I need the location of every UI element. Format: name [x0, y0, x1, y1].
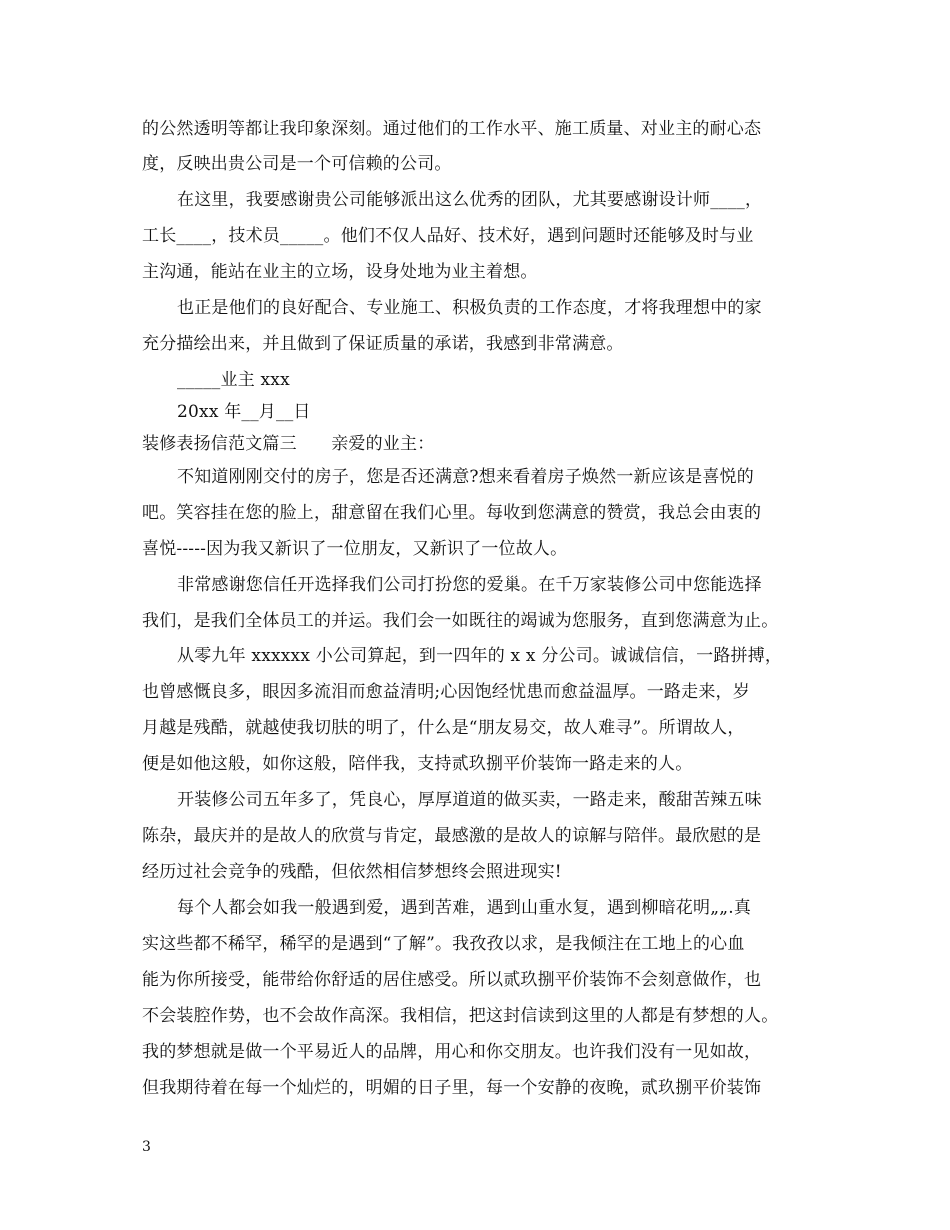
- text-line: 不知道刚刚交付的房子，您是否还满意?想来看着房子焕然一新应该是喜悦的: [177, 467, 754, 487]
- text-line: 不会装腔作势，也不会故作高深。我相信，把这封信读到这里的人都是有梦想的人。: [142, 1006, 779, 1026]
- text-line: 喜悦-----因为我又新识了一位朋友，又新识了一位故人。: [142, 539, 568, 559]
- text-line: 经历过社会竞争的残酷，但依然相信梦想终会照进现实!: [142, 862, 562, 882]
- text-line: 我的梦想就是做一个平易近人的品牌，用心和你交朋友。也许我们没有一见如故，: [142, 1042, 762, 1062]
- text-line: 度，反映出贵公司是一个可信赖的公司。: [142, 154, 452, 174]
- text-line: 便是如他这般，如你这般，陪伴我，支持贰玖捌平价装饰一路走来的人。: [142, 754, 693, 774]
- text-line: 也曾感慨良多，眼因多流泪而愈益清明;心因饱经忧患而愈益温厚。一路走来，岁: [142, 682, 750, 702]
- text-line: 我们，是我们全体员工的并运。我们会一如既往的竭诚为您服务，直到您满意为止。: [142, 611, 779, 631]
- text-line: 每个人都会如我一般遇到爱，遇到苦难，遇到山重水复，遇到柳暗花明„„.真: [177, 898, 752, 918]
- text-line: 从零九年 xxxxxx 小公司算起，到一四年的 x x 分公司。诚诚信信，一路拼搏，: [177, 646, 783, 666]
- text-line: 充分描绘出来，并且做到了保证质量的承诺，我感到非常满意。: [142, 334, 624, 354]
- text-line: 工长____，技术员_____。他们不仅人品好、技术好，遇到问题时还能够及时与业: [142, 226, 754, 246]
- text-line: 主沟通，能站在业主的立场，设身处地为业主着想。: [142, 262, 538, 282]
- date-line: 20xx 年__月__日: [177, 402, 311, 422]
- text-line: 实这些都不稀罕，稀罕的是遇到“了解”。我孜孜以求，是我倾注在工地上的心血: [142, 934, 745, 954]
- section-heading: 装修表扬信范文篇三 亲爱的业主：: [142, 434, 435, 454]
- text-line: 陈杂，最庆并的是故人的欣赏与肯定，最感激的是故人的谅解与陪伴。最欣慰的是: [142, 826, 762, 846]
- text-line: 开装修公司五年多了，凭良心，厚厚道道的做买卖，一路走来，酸甜苦辣五味: [177, 790, 762, 810]
- signature-line: _____业主 xxx: [177, 370, 290, 390]
- text-line: 也正是他们的良好配合、专业施工、积极负责的工作态度，才将我理想中的家: [177, 298, 762, 318]
- text-line: 吧。笑容挂在您的脸上，甜意留在我们心里。每收到您满意的赞赏，我总会由衷的: [142, 503, 762, 523]
- text-line: 但我期待着在每一个灿烂的，明媚的日子里，每一个安静的夜晚，贰玖捌平价装饰: [142, 1078, 762, 1098]
- text-line: 非常感谢您信任开选择我们公司打扮您的爱巢。在千万家装修公司中您能选择: [177, 575, 762, 595]
- text-line: 的公然透明等都让我印象深刻。通过他们的工作水平、施工质量、对业主的耐心态: [142, 119, 762, 139]
- text-line: 月越是残酷，就越使我切肤的明了，什么是“朋友易交，故人难寻”。所谓故人，: [142, 718, 745, 738]
- page-number: 3: [142, 1139, 151, 1155]
- text-line: 在这里，我要感谢贵公司能够派出这么优秀的团队，尤其要感谢设计师____，: [177, 190, 763, 210]
- text-line: 能为你所接受，能带给你舒适的居住感受。所以贰玖捌平价装饰不会刻意做作，也: [142, 970, 762, 990]
